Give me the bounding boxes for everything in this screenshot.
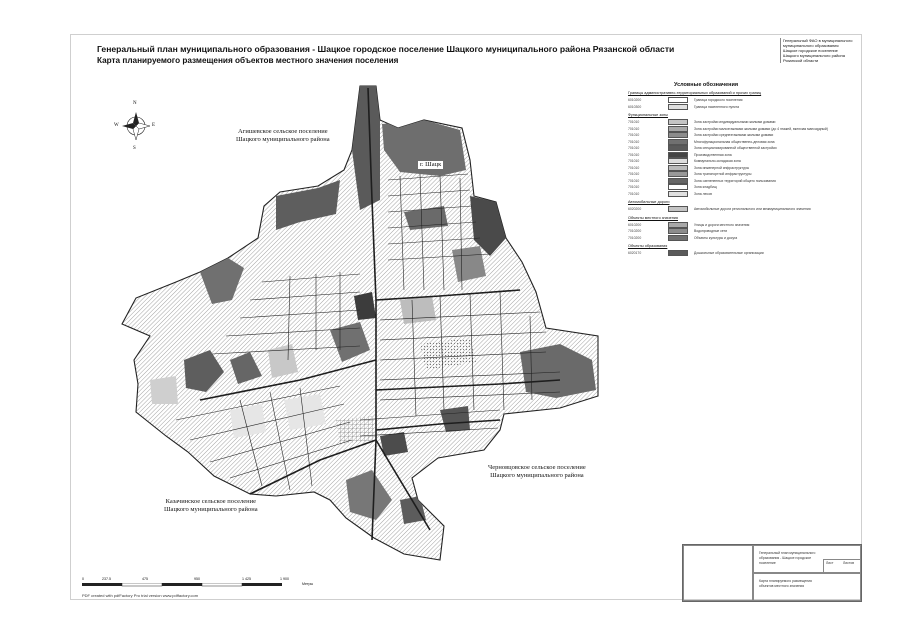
- legend-symbol-swatch: [668, 235, 688, 241]
- legend-text: Коммунально-складская зона: [694, 159, 741, 164]
- legend-section-title: Объекты местного значения: [628, 215, 678, 220]
- forest-zone: [452, 246, 486, 282]
- org-line: Шацкое городское поселение: [783, 48, 838, 53]
- org-line: Шацкого муниципального района: [783, 53, 845, 58]
- label-southeast-settlement: [488, 464, 586, 480]
- legend-symbol-swatch: [668, 165, 688, 171]
- green-zone: [230, 404, 266, 438]
- green-zone: [400, 296, 436, 324]
- stamp-line: Карта планируемого размещения: [759, 579, 812, 583]
- scale-label: 1 425: [242, 577, 251, 581]
- legend-code: 701010: [628, 139, 640, 144]
- label-line: Агишевское сельское поселение: [237, 128, 328, 135]
- compass-w: W: [114, 123, 119, 128]
- label-southwest-settlement: [164, 498, 258, 514]
- org-line: Генеральный ФАО в муниципального: [783, 38, 853, 43]
- map-legend: [626, 82, 856, 257]
- legend-text: Многофункциональная общественно-деловая зона: [694, 139, 775, 144]
- legend-text: Улицы и дороги местного значения: [694, 222, 750, 227]
- label-line: Черновцовское сельское поселение: [488, 464, 586, 471]
- stamp-line: поселение: [759, 561, 776, 565]
- legend-symbol-swatch: [668, 104, 688, 110]
- legend-code: 701010: [628, 185, 640, 190]
- stamp-sheets: Листов: [843, 561, 855, 565]
- legend-code: 701010: [628, 120, 640, 125]
- label-line: Казачинское сельское поселение: [165, 498, 257, 505]
- legend-symbol-swatch: [668, 191, 688, 197]
- legend-text: Производственная зона: [694, 152, 732, 157]
- compass-n: N: [133, 101, 137, 106]
- legend-row: [626, 191, 856, 198]
- stamp-sheet: Лист: [826, 561, 834, 565]
- legend-text: Зона застройки среднеэтажными жилыми домами: [694, 133, 774, 138]
- legend-text: Водопроводные сети: [694, 229, 728, 234]
- legend-row: [626, 206, 856, 213]
- label-line: Шацкого муниципального района: [164, 506, 258, 513]
- legend-text: Граница населенного пункта: [694, 104, 739, 109]
- stamp-line: объектов местного значения: [759, 584, 805, 588]
- legend-symbol-swatch: [668, 139, 688, 145]
- legend-text: Зона инженерной инфраструктуры: [694, 165, 750, 170]
- legend-code: 6010300: [628, 104, 642, 109]
- legend-section-title: Функциональные зоны: [628, 113, 668, 117]
- legend-symbol-swatch: [668, 171, 688, 177]
- production-zone: [336, 416, 376, 444]
- pdf-footer: PDF created with pdfFactory Pro trial version www.pdffactory.com: [82, 593, 199, 598]
- legend-code: 701010: [628, 165, 640, 170]
- green-zone: [284, 394, 326, 430]
- legend-text: Дошкольные образовательные организации: [694, 251, 764, 256]
- legend-symbol-swatch: [668, 126, 688, 132]
- legend-text: Зона озелененных территорий общего пользования: [694, 178, 776, 183]
- legend-symbol-swatch: [668, 250, 688, 256]
- legend-code: 701010: [628, 178, 640, 183]
- legend-text: Зона кладбищ: [694, 185, 717, 190]
- legend-symbol-swatch: [668, 158, 688, 164]
- map-title: Генеральный план муниципального образования - Шацкое городское поселение Шацкого муниципального района Рязанской области: [97, 44, 675, 54]
- legend-symbol-swatch: [668, 145, 688, 151]
- legend-code: 701010: [628, 152, 640, 157]
- scale-label: 950: [194, 577, 200, 581]
- org-line: муниципального образования: [783, 43, 839, 48]
- scale-label: 475: [142, 577, 148, 581]
- legend-symbol-swatch: [668, 206, 688, 212]
- title-block-stamp: [682, 544, 862, 602]
- legend-row: [626, 250, 856, 257]
- legend-text: Зона специализированной общественной застройки: [694, 146, 777, 151]
- legend-row: [626, 235, 856, 242]
- legend-code: 701010: [628, 159, 640, 164]
- legend-text: Граница городского поселения: [694, 98, 743, 103]
- compass-s: S: [133, 146, 136, 151]
- scale-bar: [82, 583, 322, 589]
- scale-label: 0: [82, 577, 84, 581]
- legend-code: 6010200: [628, 222, 642, 227]
- legend-text: Зона застройки малоэтажными жилыми домами (до 4 этажей, включая мансардный): [694, 126, 828, 131]
- legend-code: 701010: [628, 133, 640, 138]
- legend-symbol-swatch: [668, 132, 688, 138]
- green-zone: [150, 376, 178, 404]
- label-line: Шацкого муниципального района: [236, 136, 330, 143]
- legend-code: 7010200: [628, 229, 642, 234]
- stamp-line: образования - Шацкое городское: [759, 556, 812, 560]
- label-line: Шацкого муниципального района: [490, 472, 584, 479]
- scale-label: 237.5: [102, 577, 111, 581]
- legend-code: 701010: [628, 191, 640, 196]
- stamp-line: Генеральный план муниципального: [759, 551, 816, 555]
- legend-section-title: Границы административно-территориальных образований и прочих границ: [628, 91, 762, 95]
- legend-code: 6010200: [628, 98, 642, 103]
- label-town: г. Шацк: [420, 161, 442, 168]
- map-subtitle: Карта планируемого размещения объектов местного значения поселения: [97, 56, 399, 65]
- legend-symbol-swatch: [668, 184, 688, 190]
- compass-rose: [122, 112, 150, 140]
- legend-text: Объекты культуры и досуга: [694, 235, 738, 240]
- legend-heading: Условные обозначения: [674, 82, 739, 88]
- legend-code: 6020200: [628, 207, 642, 212]
- legend-symbol-swatch: [668, 97, 688, 103]
- stamp-cell: [683, 545, 753, 601]
- legend-section-title: Объекты образования: [628, 244, 668, 248]
- legend-symbol-swatch: [668, 228, 688, 234]
- compass-e: E: [152, 123, 156, 128]
- label-north-settlement: [236, 128, 330, 144]
- legend-text: Зона лесов: [694, 191, 712, 196]
- legend-code: 701010: [628, 126, 640, 131]
- legend-code: 701010: [628, 172, 640, 177]
- legend-text: Зона застройки индивидуальными жилыми домами: [694, 120, 776, 125]
- legend-symbol-swatch: [668, 119, 688, 125]
- legend-code: 6020170: [628, 251, 642, 256]
- legend-code: 701010: [628, 146, 640, 151]
- scale-units: Метры: [302, 582, 314, 586]
- legend-symbol-swatch: [668, 178, 688, 184]
- legend-text: Автомобильные дороги регионального или межмуниципального значения: [694, 207, 811, 212]
- legend-text: Зона транспортной инфраструктуры: [694, 172, 752, 177]
- scale-label: 1 900: [280, 577, 289, 581]
- legend-row: [626, 104, 856, 111]
- legend-body: [626, 91, 856, 257]
- legend-symbol-swatch: [668, 152, 688, 158]
- legend-section-title: Автомобильные дороги: [628, 200, 670, 204]
- legend-code: 7010200: [628, 235, 642, 240]
- legend-symbol-swatch: [668, 222, 688, 228]
- org-line: Рязанской области: [783, 58, 819, 63]
